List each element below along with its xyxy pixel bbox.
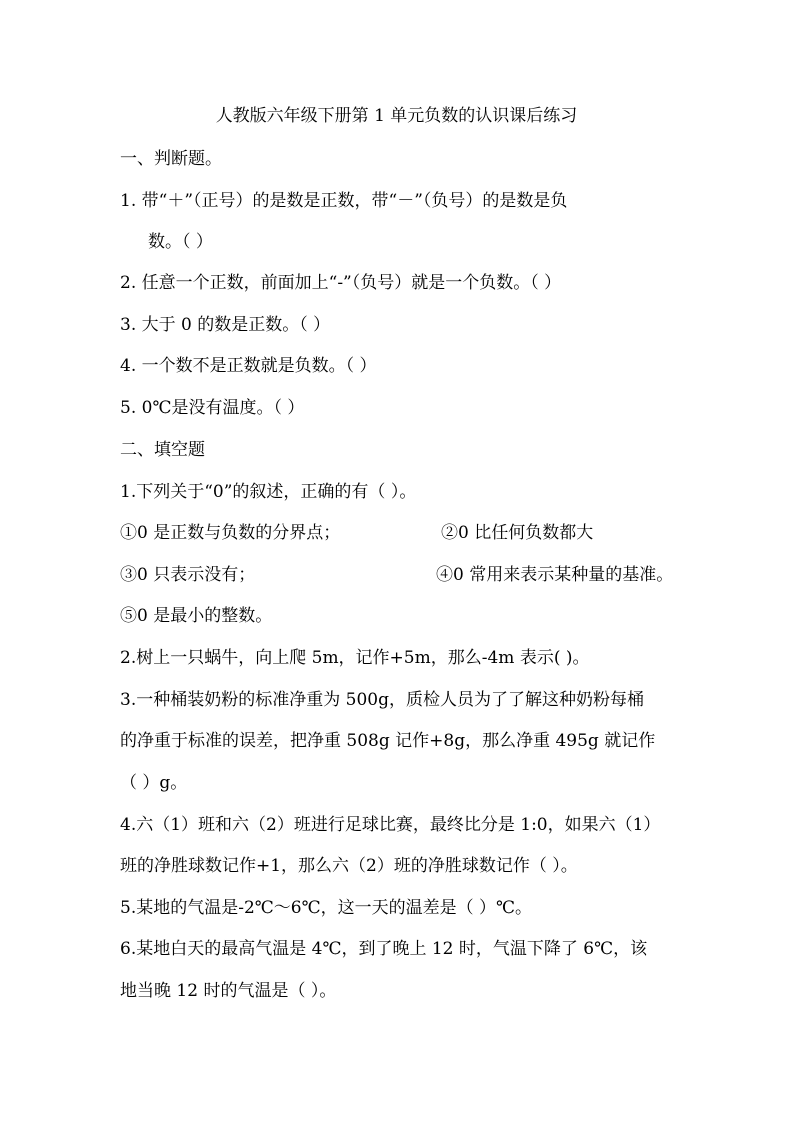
fill-question-4-line-2: 班的净胜球数记作+1，那么六（2）班的净胜球数记作（ ）。 [120,856,578,876]
fill-question-1-option-2: ②0 比任何负数都大 [441,523,594,543]
page-title: 人教版六年级下册第 1 单元负数的认识课后练习 [215,106,578,126]
fill-question-6-line-1: 6.某地白天的最高气温是 4℃，到了晚上 12 时，气温下降了 6℃，该 [120,939,648,959]
judgment-question-1-line-1: 1. 带“＋”（正号）的是数是正数，带“－”（负号）的是数是负 [120,191,568,211]
fill-question-2: 2.树上一只蜗牛，向上爬 5m，记作+5m，那么-4m 表示( )。 [120,648,590,668]
section-heading-judgment: 一、判断题。 [120,149,222,169]
judgment-question-4: 4. 一个数不是正数就是负数。（ ） [120,356,377,376]
fill-question-1-option-5: ⑤0 是最小的整数。 [120,606,273,626]
judgment-question-2: 2. 任意一个正数，前面加上“-”（负号）就是一个负数。（ ） [120,273,562,293]
fill-question-1-option-1: ①0 是正数与负数的分界点； [120,523,341,543]
fill-question-1-stem: 1.下列关于“0”的叙述，正确的有（ ）。 [120,482,417,502]
fill-question-3-line-1: 3.一种桶装奶粉的标准净重为 500g，质检人员为了了解这种奶粉每桶 [120,690,644,710]
fill-question-3-line-3: （ ）g。 [120,773,188,793]
judgment-question-5: 5. 0℃是没有温度。（ ） [120,398,305,418]
fill-question-1-option-3: ③0 只表示没有； [120,565,256,585]
section-heading-fill-blank: 二、填空题 [120,440,205,460]
fill-question-4-line-1: 4.六（1）班和六（2）班进行足球比赛，最终比分是 1:0，如果六（1） [120,815,661,835]
fill-question-1-option-4: ④0 常用来表示某种量的基准。 [436,565,674,585]
fill-question-6-line-2: 地当晚 12 时的气温是（ ）。 [120,981,337,1001]
judgment-question-1-line-2: 数。（ ） [148,232,213,252]
fill-question-3-line-2: 的净重于标准的误差，把净重 508g 记作+8g，那么净重 495g 就记作 [120,731,656,751]
judgment-question-3: 3. 大于 0 的数是正数。（ ） [120,315,331,335]
fill-question-5: 5.某地的气温是-2℃～6℃，这一天的温差是（ ）℃。 [120,898,533,918]
